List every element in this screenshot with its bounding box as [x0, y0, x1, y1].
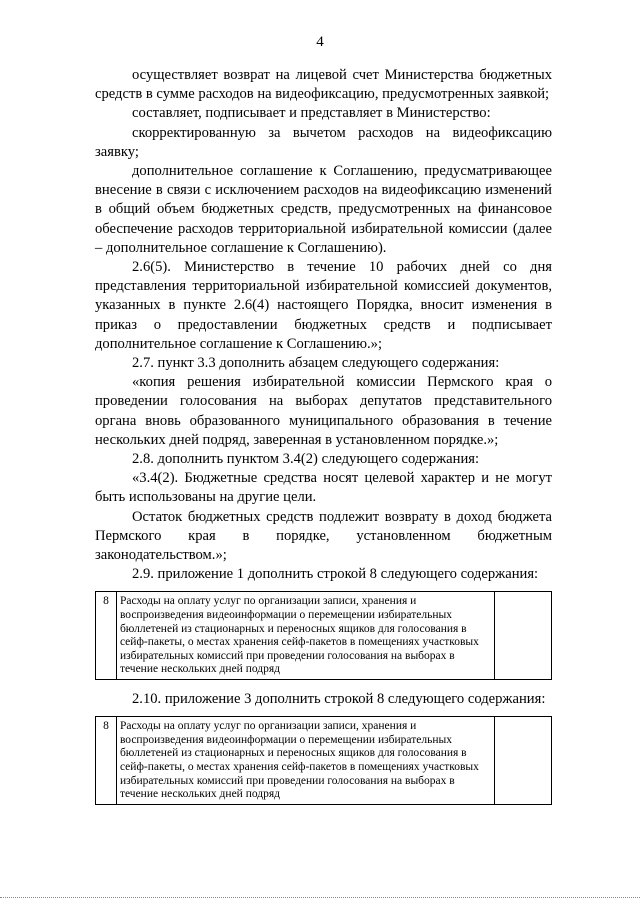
paragraph: 2.7. пункт 3.3 дополнить абзацем следующего содержания:	[132, 355, 500, 372]
row-description: Расходы на оплату услуг по организации записи, хранения и воспроизведения видеоинформации о перемещении избирательных бюллетеней из стационарных и переносных ящиков для голосования в сейф-пакеты, о местах хранения сейф-пакетов в помещениях участковых избирательных комиссий при проведении голосования на выборах в течение нескольких дней подряд	[116, 717, 494, 805]
row-value	[495, 717, 552, 805]
paragraph: дополнительное соглашение к Соглашению, предусматривающее внесение в связи с исключением расходов на видеофиксацию изменений в общий объем бюджетных средств, предусмотренных на финансовое обеспечение расходов территориальной избирательной комиссии (далее – дополнительное соглашение к Соглашению).	[95, 163, 552, 256]
table-row	[96, 717, 552, 805]
page-number: 4	[316, 34, 324, 50]
appendix3-table	[95, 716, 552, 805]
appendix1-table	[95, 591, 552, 680]
table2-heading: 2.10. приложение 3 дополнить строкой 8 следующего содержания:	[132, 691, 546, 708]
row-value	[495, 592, 552, 680]
paragraph: «3.4(2). Бюджетные средства носят целевой характер и не могут быть использованы на другие цели.	[95, 470, 552, 506]
paragraph: скорректированную за вычетом расходов на видеофиксацию заявку;	[95, 124, 552, 160]
scan-edge-line	[0, 897, 640, 902]
paragraph: 2.8. дополнить пунктом 3.4(2) следующего содержания:	[132, 451, 480, 468]
row-number: 8	[96, 592, 117, 680]
paragraph: «копия решения избирательной комиссии Пермского края о проведении голосования на выборах депутатов представительного органа вновь образованного муниципального образования в течение нескольких дней подряд, заверенная в установленном порядке.»;	[95, 374, 552, 448]
document-body	[95, 66, 552, 815]
paragraph: 2.6(5). Министерство в течение 10 рабочих дней со дня представления территориальной избирательной комиссией документов, указанных в пункте 2.6(4) настоящего Порядка, вносит изменения в приказ о предоставлении бюджетных средств и подписывает дополнительное соглашение к Соглашению.»;	[95, 259, 552, 352]
row-number: 8	[96, 717, 117, 805]
row-description: Расходы на оплату услуг по организации записи, хранения и воспроизведения видеоинформации о перемещении избирательных бюллетеней из стационарных и переносных ящиков для голосования в сейф-пакеты, о местах хранения сейф-пакетов в помещениях участковых избирательных комиссий при проведении голосования на выборах в течение нескольких дней подряд	[116, 592, 494, 680]
paragraph: Остаток бюджетных средств подлежит возврату в доход бюджета Пермского края в порядке, установленном бюджетным законодательством.»;	[95, 508, 552, 564]
paragraph: осуществляет возврат на лицевой счет Министерства бюджетных средств в сумме расходов на видеофиксацию, предусмотренных заявкой;	[95, 67, 552, 103]
table1-heading: 2.9. приложение 1 дополнить строкой 8 следующего содержания:	[132, 566, 539, 583]
paragraph: составляет, подписывает и представляет в Министерство:	[132, 105, 491, 122]
table-row	[96, 592, 552, 680]
